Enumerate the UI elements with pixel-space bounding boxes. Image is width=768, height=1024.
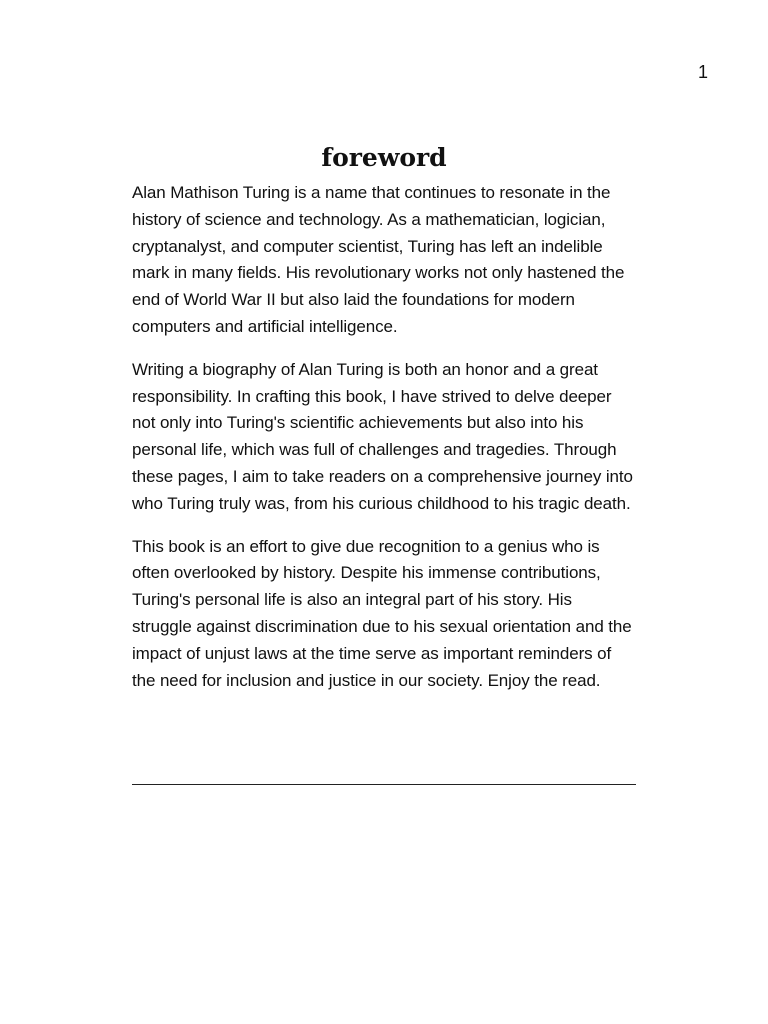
section-divider xyxy=(132,784,636,785)
paragraph-2: Writing a biography of Alan Turing is both an honor and a great responsibility. In crafting this book, I have strived to delve deeper not only into Turing's scientific achievements but also into his personal life, which was full of challenges and tragedies. Through these pages, I aim to take readers on a comprehensive journey into who Turing truly was, from his curious childhood to his tragic death. xyxy=(132,359,633,513)
foreword-section xyxy=(132,140,636,710)
paragraph-1: Alan Mathison Turing is a name that continues to resonate in the history of science and technology. As a mathematician, logician, cryptanalyst, and computer scientist, Turing has left an indelible mark in many fields. His revolutionary works not only hastened the end of World War II but also laid the foundations for modern computers and artificial intelligence. xyxy=(132,183,625,336)
paragraph-3: This book is an effort to give due recognition to a genius who is often overlooked by history. Despite his immense contributions, Turing's personal life is also an integral part of his story. His struggle against discrimination due to his sexual orientation and the impact of unjust laws at the time serve as important reminders of the need for inclusion and justice in our society. Enjoy the read. xyxy=(132,536,632,690)
page-number: 1 xyxy=(697,62,708,82)
chapter-title: foreword xyxy=(321,143,447,172)
